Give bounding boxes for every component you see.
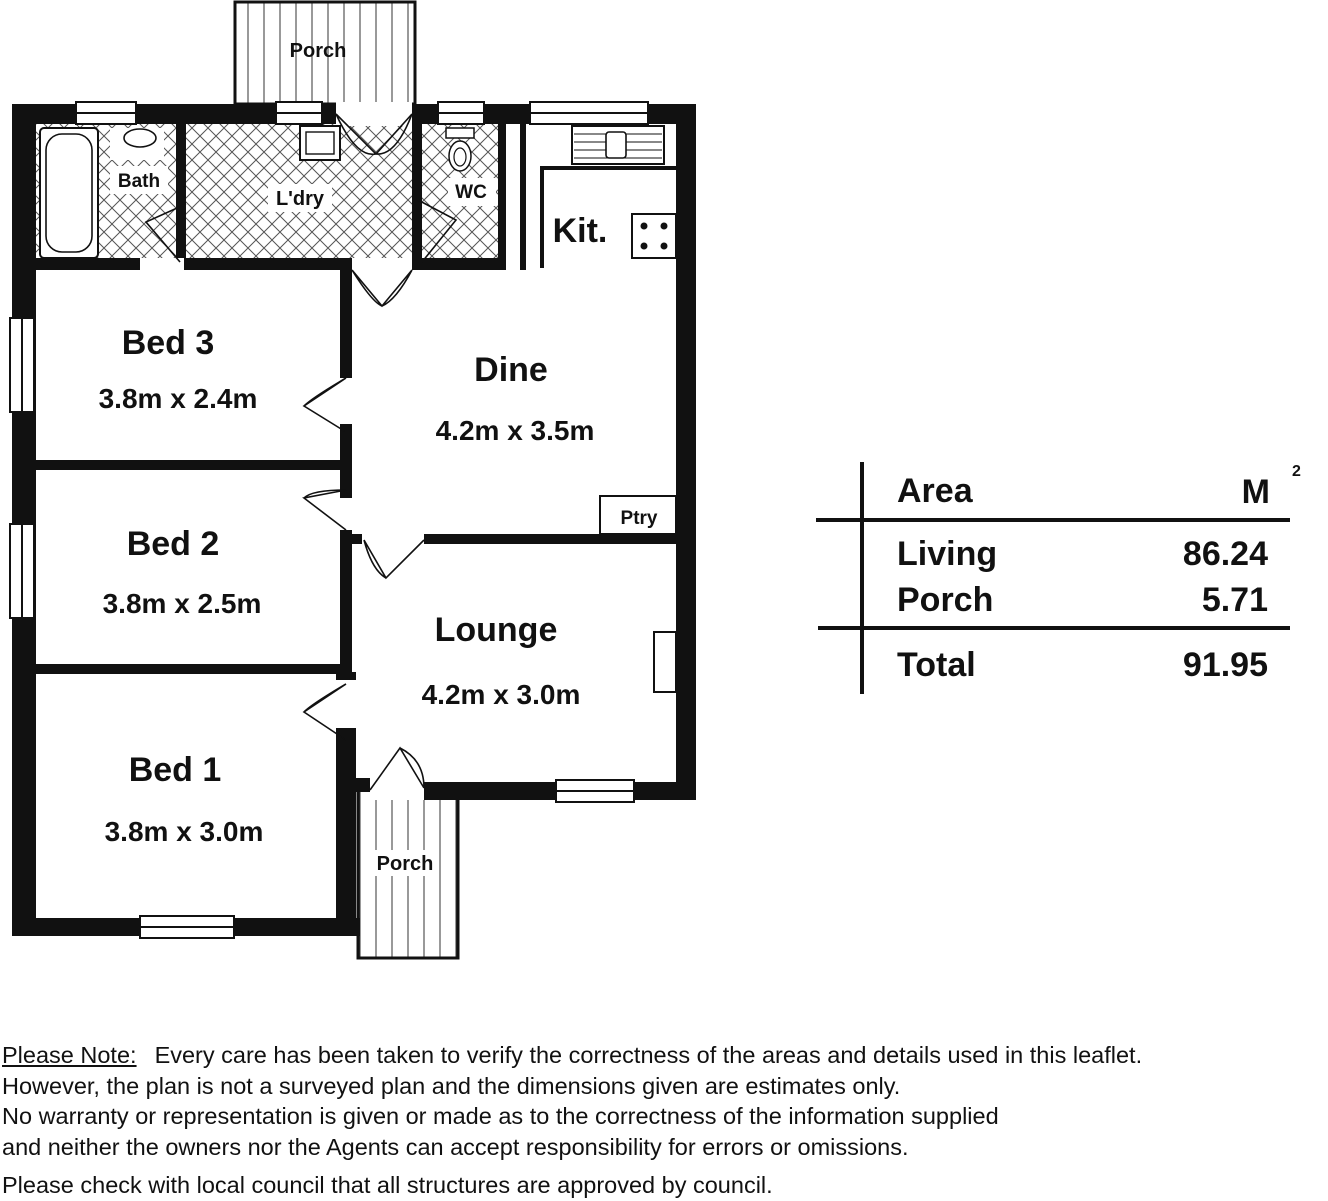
- area-header-unit-sup: 2: [1292, 463, 1301, 480]
- kitchen-label: Kit.: [552, 212, 608, 250]
- lounge-dims: 4.2m x 3.0m: [421, 679, 581, 710]
- disclaimer-line: However, the plan is not a surveyed plan and the dimensions given are estimates only.: [2, 1072, 901, 1099]
- area-row-label: Living: [897, 535, 998, 573]
- lounge-label: Lounge: [434, 611, 558, 649]
- disclaimer-note: [2, 1040, 1328, 1201]
- bed1-label: Bed 1: [128, 751, 222, 789]
- area-total-label: Total: [897, 646, 976, 684]
- disclaimer-line: No warranty or representation is given or made as to the correctness of the information supplied: [2, 1103, 999, 1129]
- fireplace-icon: [654, 632, 676, 692]
- basin-icon: [110, 128, 164, 160]
- porch-bottom-label: Porch: [376, 853, 434, 875]
- cooktop-icon: [632, 214, 676, 258]
- disclaimer-text: Every care has been taken to verify the correctness of the areas and details used in this leaflet.: [154, 1042, 1143, 1068]
- bed3-label: Bed 3: [121, 324, 215, 362]
- area-table: [816, 462, 1301, 694]
- area-row-label: Porch: [897, 581, 994, 619]
- bed2-label: Bed 2: [126, 525, 220, 563]
- disclaimer-line: and neither the owners nor the Agents can accept responsibility for errors or omissions.: [2, 1133, 909, 1160]
- laundry-tub-icon: [300, 126, 340, 160]
- area-header-unit: M: [1241, 473, 1270, 511]
- bed2-dims: 3.8m x 2.5m: [102, 588, 262, 619]
- area-row-value: 5.71: [1201, 581, 1268, 619]
- disclaimer-line: Please check with local council that all structures are approved by council.: [2, 1172, 773, 1198]
- bed1-dims: 3.8m x 3.0m: [104, 816, 264, 847]
- porch-top-label: Porch: [289, 40, 347, 62]
- kitchen-sink-icon: [572, 126, 664, 164]
- area-total-value: 91.95: [1182, 646, 1268, 684]
- area-row-value: 86.24: [1182, 535, 1268, 573]
- pantry-label: Ptry: [620, 508, 658, 529]
- disclaimer-lead: Please Note:: [2, 1042, 137, 1068]
- bath-label: Bath: [117, 171, 161, 192]
- dine-dims: 4.2m x 3.5m: [435, 415, 595, 446]
- bed3-dims: 3.8m x 2.4m: [98, 383, 258, 414]
- area-header-label: Area: [897, 472, 973, 510]
- toilet-icon: [446, 128, 474, 171]
- laundry-label: L'dry: [275, 188, 325, 210]
- wc-label: WC: [455, 182, 487, 203]
- disclaimer-line: [2, 1040, 1328, 1071]
- bathtub-icon: [40, 128, 98, 258]
- dine-label: Dine: [474, 351, 548, 389]
